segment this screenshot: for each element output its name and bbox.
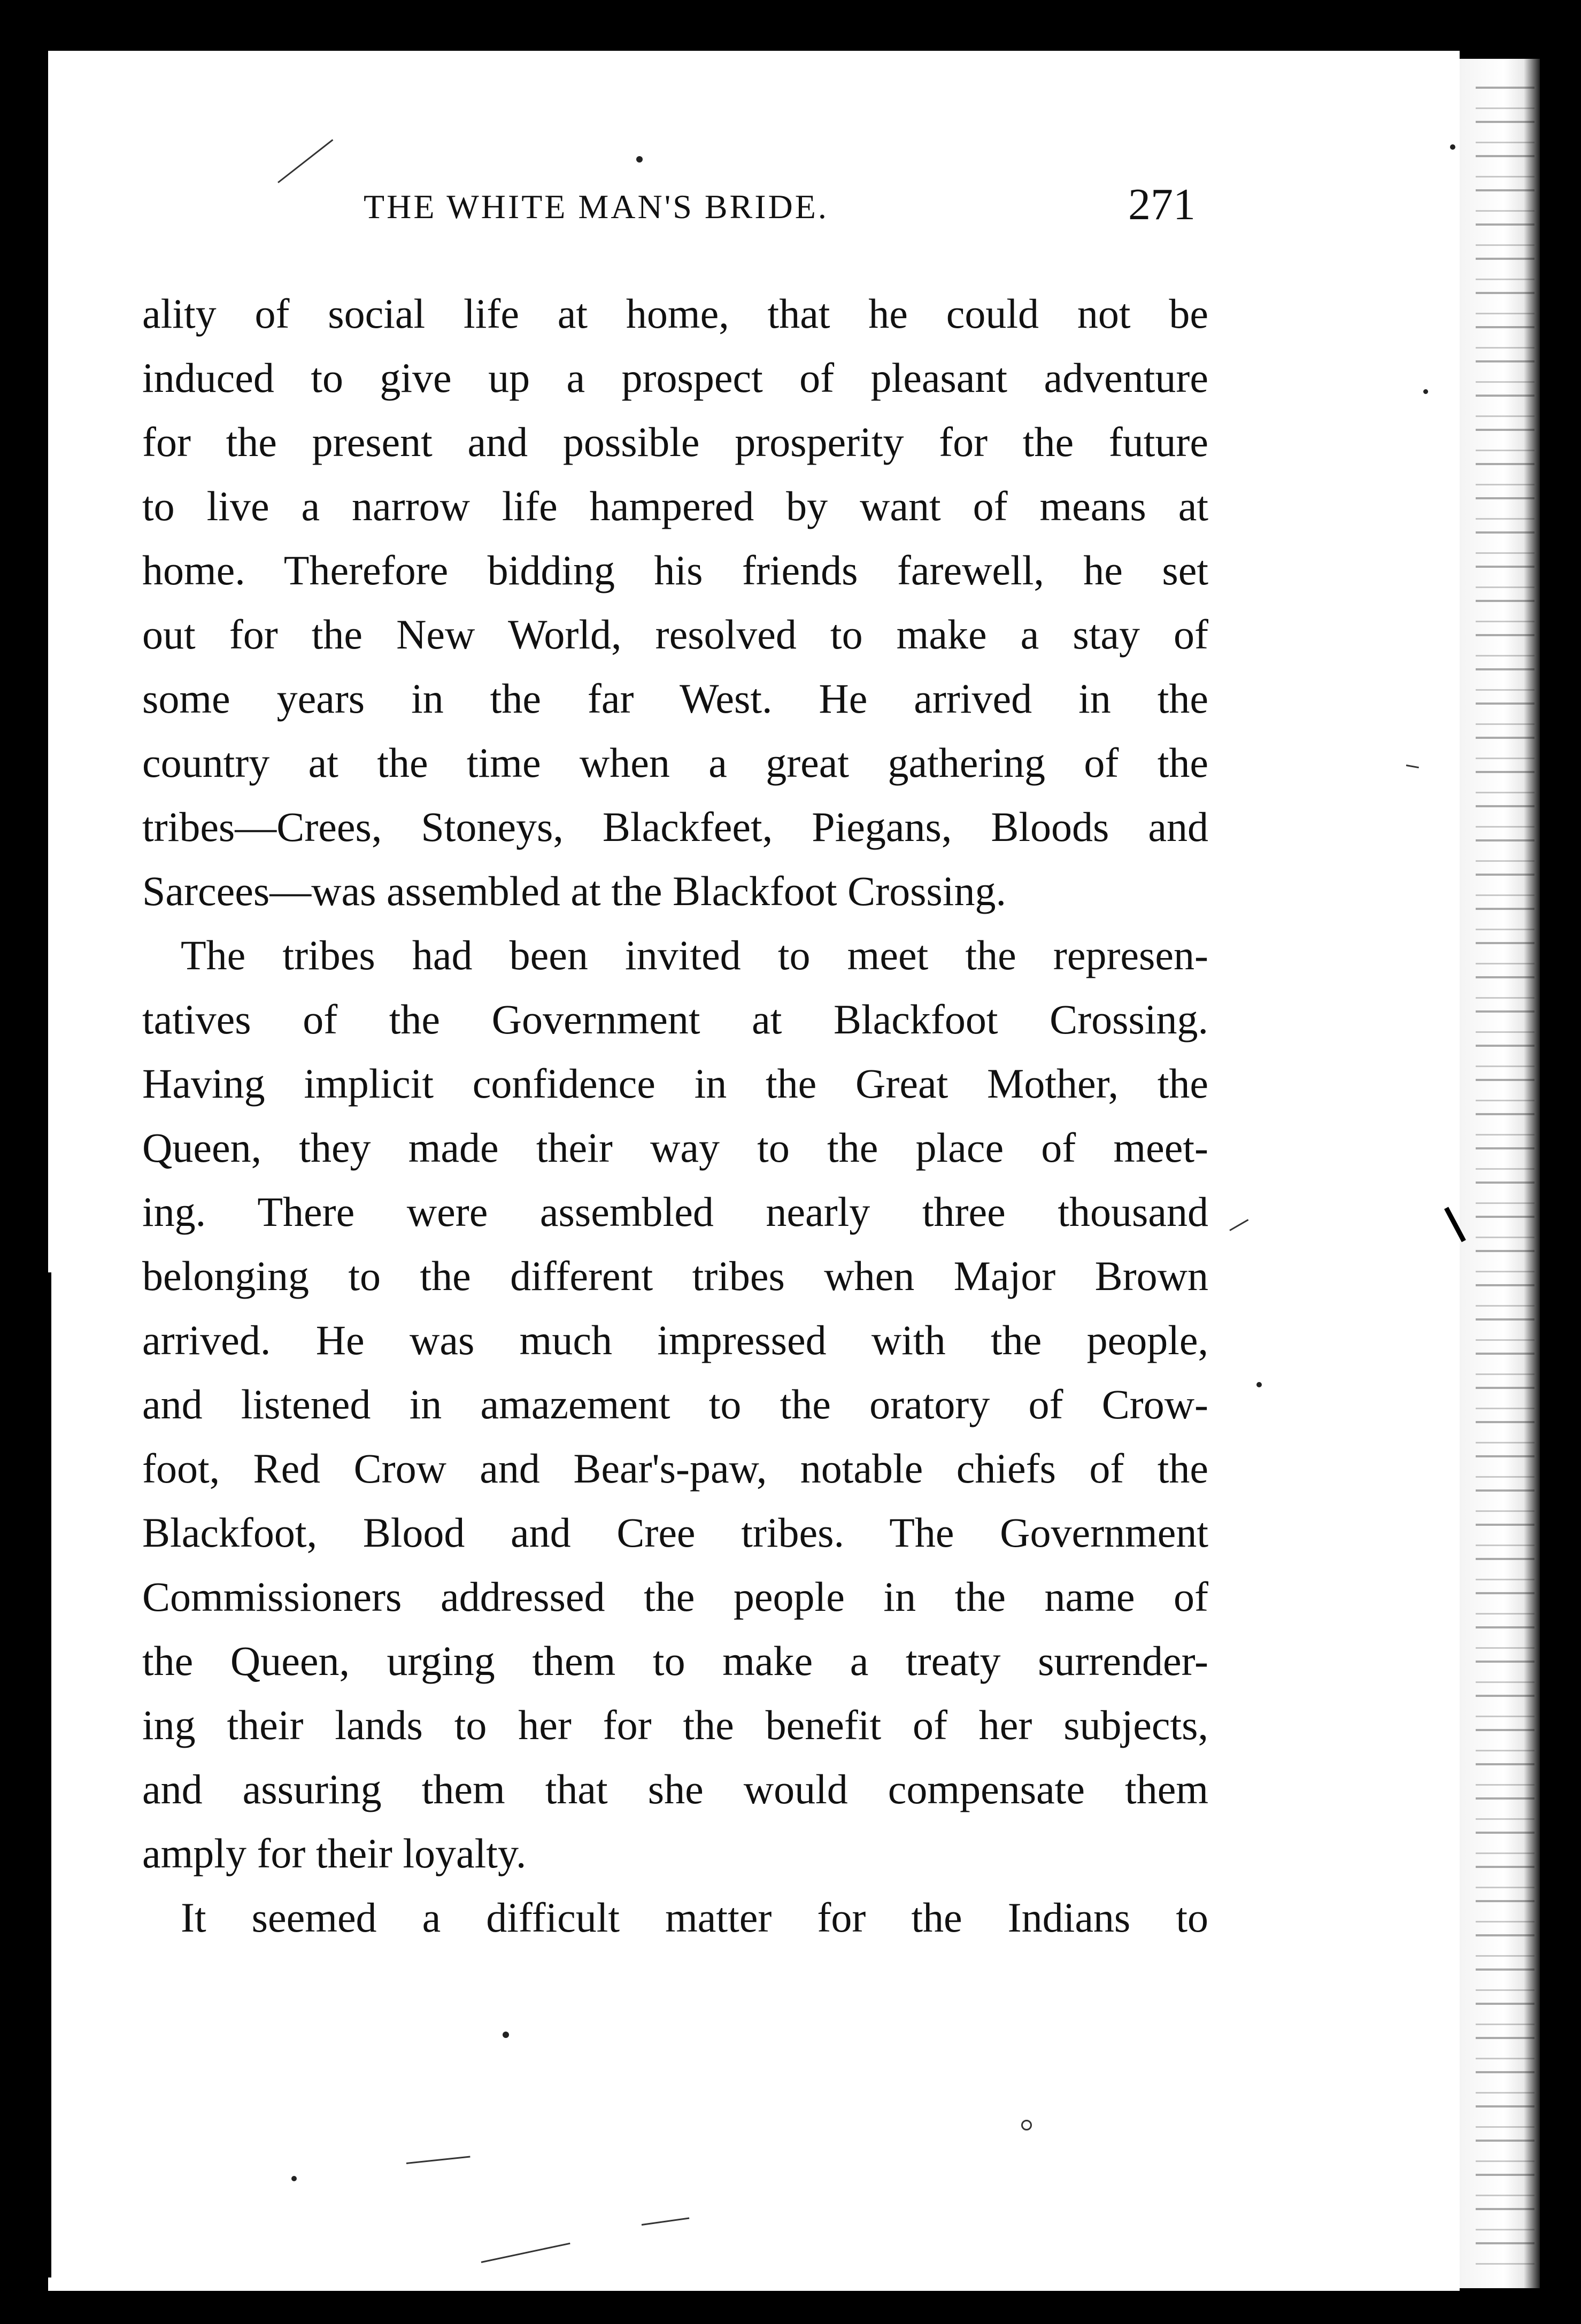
text-line: Queen, they made their way to the place of meet- xyxy=(142,1124,1208,1171)
text-line: tatives of the Government at Blackfoot Crossing. xyxy=(142,996,1208,1043)
text-line: arrived. He was much impressed with the people, xyxy=(142,1317,1208,1363)
running-title: THE WHITE MAN'S BRIDE. xyxy=(364,188,829,226)
text-line: country at the time when a great gathering of the xyxy=(142,739,1208,786)
page-header xyxy=(0,182,1224,241)
text-line: ing their lands to her for the benefit of her subjects, xyxy=(142,1702,1208,1748)
text-line: foot, Red Crow and Bear's-paw, notable chiefs of the xyxy=(142,1445,1208,1492)
text-line: The tribes had been invited to meet the represen- xyxy=(181,932,1208,978)
page-number: 271 xyxy=(1128,180,1196,229)
text-line: out for the New World, resolved to make a stay of xyxy=(142,611,1208,658)
text-line: home. Therefore bidding his friends farewell, he set xyxy=(142,547,1208,593)
scan-speck xyxy=(1423,389,1428,394)
page-edge-noise xyxy=(1476,75,1534,2267)
text-line: Having implicit confidence in the Great Mother, the xyxy=(142,1060,1208,1107)
scan-speck xyxy=(1256,1382,1262,1387)
text-line: the Queen, urging them to make a treaty surrender- xyxy=(142,1638,1208,1684)
text-line: ality of social life at home, that he could not be xyxy=(142,290,1208,337)
text-line: ing. There were assembled nearly three thousand xyxy=(142,1188,1208,1235)
scan-speck xyxy=(291,2176,297,2181)
text-line: for the present and possible prosperity for the future xyxy=(142,419,1208,465)
text-line: Commissioners addressed the people in the name of xyxy=(142,1573,1208,1620)
text-line: some years in the far West. He arrived in the xyxy=(142,675,1208,722)
text-line: Sarcees—was assembled at the Blackfoot Crossing. xyxy=(142,868,1006,914)
scan-speck xyxy=(1450,144,1455,150)
body-text xyxy=(142,282,1208,1950)
text-line: belonging to the different tribes when Major Brown xyxy=(142,1253,1208,1299)
text-line: and assuring them that she would compensate them xyxy=(142,1766,1208,1812)
binding-shadow xyxy=(42,1272,51,2277)
scan-speck xyxy=(636,156,643,163)
text-line: and listened in amazement to the oratory of Crow- xyxy=(142,1381,1208,1427)
text-line: tribes—Crees, Stoneys, Blackfeet, Piegans, Bloods and xyxy=(142,804,1208,850)
text-line: amply for their loyalty. xyxy=(142,1830,527,1877)
text-line: It seemed a difficult matter for the Indians to xyxy=(181,1894,1208,1941)
text-line: Blackfoot, Blood and Cree tribes. The Government xyxy=(142,1509,1208,1556)
scan-speck xyxy=(1021,2120,1032,2130)
text-line: to live a narrow life hampered by want of means at xyxy=(142,483,1208,529)
scan-speck xyxy=(503,2032,509,2038)
text-line: induced to give up a prospect of pleasant adventure xyxy=(142,354,1208,401)
